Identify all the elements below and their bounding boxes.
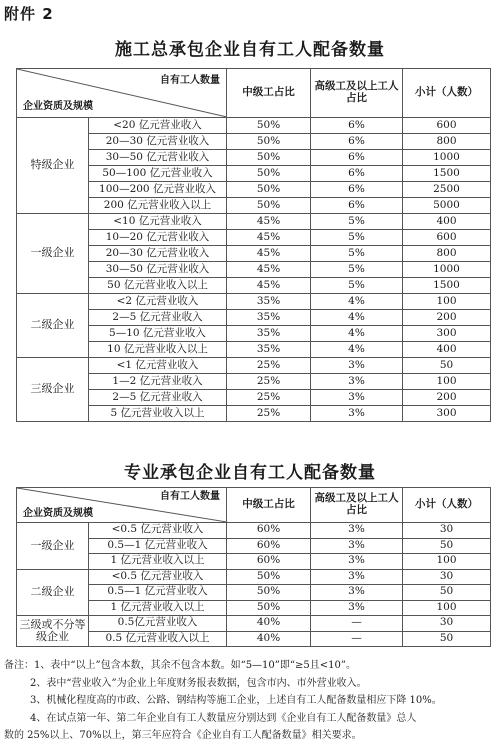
mid-ratio-cell: 25% [227,358,311,374]
scale-cell: <0.5 亿元营业收入 [89,523,227,539]
total-cell: 50 [403,538,491,554]
total-cell: 100 [403,554,491,570]
mid-ratio-cell: 60% [227,554,311,570]
mid-ratio-cell: 50% [227,585,311,601]
mid-ratio-cell: 35% [227,326,311,342]
column-header-total: 小计（人数） [403,69,491,118]
mid-ratio-cell: 50% [227,150,311,166]
mid-ratio-cell: 35% [227,310,311,326]
scale-cell: 1—2 亿元营业收入 [89,374,227,390]
table-row [17,182,491,198]
scale-cell: 5 亿元营业收入以上 [89,406,227,422]
total-cell: 800 [403,134,491,150]
note-line: 4、在试点第一年、第二年企业自有工人数量应分别达到《企业自有工人配备数量》总人 [30,712,417,724]
table1-title: 施工总承包企业自有工人配备数量 [115,40,385,60]
scale-cell: <20 亿元营业收入 [89,118,227,134]
mid-ratio-cell: 60% [227,538,311,554]
mid-ratio-cell: 40% [227,616,311,632]
table-row [17,214,491,230]
scale-cell: 10—20 亿元营业收入 [89,230,227,246]
diagonal-top-label: 自有工人数量 [160,75,220,86]
mid-ratio-cell: 50% [227,182,311,198]
scale-cell: <2 亿元营业收入 [89,294,227,310]
table-row [17,616,491,632]
total-cell: 400 [403,342,491,358]
senior-ratio-cell: 4% [311,342,403,358]
total-cell: 200 [403,310,491,326]
table-row [17,278,491,294]
senior-ratio-cell: 5% [311,278,403,294]
scale-cell: 0.5亿元营业收入 [89,616,227,632]
total-cell: 100 [403,294,491,310]
mid-ratio-cell: 35% [227,342,311,358]
table1 [16,68,491,422]
scale-cell: 20—30 亿元营业收入 [89,134,227,150]
table-row [17,390,491,406]
scale-cell: 0.5—1 亿元营业收入 [89,538,227,554]
table-row [17,134,491,150]
table-row [17,523,491,539]
table-row [17,406,491,422]
mid-ratio-cell: 45% [227,262,311,278]
senior-ratio-cell: 3% [311,538,403,554]
table-row [17,569,491,585]
mid-ratio-cell: 35% [227,294,311,310]
table-row [17,166,491,182]
senior-ratio-cell: 3% [311,390,403,406]
senior-ratio-cell: 5% [311,214,403,230]
attachment-label: 附件 2 [4,5,54,23]
senior-ratio-cell: — [311,631,403,647]
scale-cell: 5—10 亿元营业收入 [89,326,227,342]
column-header-senior: 高级工及以上工人占比 [311,488,403,523]
table-row [17,538,491,554]
table-row [17,326,491,342]
total-cell: 1500 [403,278,491,294]
group-label: 二级企业 [17,294,89,358]
note-line: 2、表中“营业收入”为企业上年度财务报表数据，包含市内、市外营业收入。 [30,677,367,689]
senior-ratio-cell: 6% [311,182,403,198]
senior-ratio-cell: 5% [311,262,403,278]
table2 [16,487,491,647]
total-cell: 2500 [403,182,491,198]
total-cell: 600 [403,118,491,134]
diagonal-top-label: 自有工人数量 [160,491,220,502]
senior-ratio-cell: — [311,616,403,632]
total-cell: 50 [403,585,491,601]
column-header-mid: 中级工占比 [227,69,311,118]
scale-cell: 200 亿元营业收入以上 [89,198,227,214]
table-row [17,262,491,278]
scale-cell: 30—50 亿元营业收入 [89,262,227,278]
note-line: 数的 25%以上、70%以上，第三年应符合《企业自有工人配备数量》相关要求。 [4,730,362,741]
table-row [17,118,491,134]
total-cell: 50 [403,631,491,647]
scale-cell: <10 亿元营业收入 [89,214,227,230]
table-row [17,246,491,262]
table-row [17,150,491,166]
scale-cell: 50—100 亿元营业收入 [89,166,227,182]
total-cell: 100 [403,600,491,616]
table-row [17,198,491,214]
diagonal-bottom-label: 企业资质及规模 [23,508,93,519]
senior-ratio-cell: 3% [311,585,403,601]
senior-ratio-cell: 5% [311,230,403,246]
mid-ratio-cell: 45% [227,230,311,246]
senior-ratio-cell: 4% [311,294,403,310]
table-row [17,585,491,601]
mid-ratio-cell: 50% [227,198,311,214]
column-header-total: 小计（人数） [403,488,491,523]
total-cell: 600 [403,230,491,246]
group-label: 三级企业 [17,358,89,422]
total-cell: 300 [403,326,491,342]
mid-ratio-cell: 25% [227,390,311,406]
total-cell: 1000 [403,262,491,278]
senior-ratio-cell: 6% [311,118,403,134]
senior-ratio-cell: 3% [311,569,403,585]
mid-ratio-cell: 60% [227,523,311,539]
diagonal-bottom-label: 企业资质及规模 [23,101,93,112]
table2-diagonal-header [17,488,227,523]
scale-cell: 2—5 亿元营业收入 [89,390,227,406]
group-label: 二级企业 [17,569,89,616]
notes [4,657,498,745]
scale-cell: 50 亿元营业收入以上 [89,278,227,294]
mid-ratio-cell: 50% [227,118,311,134]
senior-ratio-cell: 3% [311,554,403,570]
scale-cell: 2—5 亿元营业收入 [89,310,227,326]
senior-ratio-cell: 6% [311,134,403,150]
table-row [17,358,491,374]
mid-ratio-cell: 25% [227,374,311,390]
column-header-mid: 中级工占比 [227,488,311,523]
table-row [17,230,491,246]
senior-ratio-cell: 5% [311,246,403,262]
scale-cell: 0.5—1 亿元营业收入 [89,585,227,601]
senior-ratio-cell: 3% [311,406,403,422]
scale-cell: 1 亿元营业收入以上 [89,554,227,570]
scale-cell: <0.5 亿元营业收入 [89,569,227,585]
column-header-senior: 高级工及以上工人占比 [311,69,403,118]
total-cell: 1000 [403,150,491,166]
group-label: 一级企业 [17,214,89,294]
table2-header-row [17,488,491,523]
table-row [17,631,491,647]
total-cell: 5000 [403,198,491,214]
mid-ratio-cell: 50% [227,166,311,182]
total-cell: 50 [403,358,491,374]
scale-cell: 10 亿元营业收入以上 [89,342,227,358]
senior-ratio-cell: 4% [311,310,403,326]
mid-ratio-cell: 45% [227,246,311,262]
mid-ratio-cell: 45% [227,278,311,294]
mid-ratio-cell: 50% [227,134,311,150]
scale-cell: 30—50 亿元营业收入 [89,150,227,166]
total-cell: 800 [403,246,491,262]
note-line: 3、机械化程度高的市政、公路、钢结构等施工企业，上述自有工人配备数量相应下降 10%。 [30,695,442,706]
mid-ratio-cell: 25% [227,406,311,422]
mid-ratio-cell: 45% [227,214,311,230]
total-cell: 30 [403,616,491,632]
scale-cell: 20—30 亿元营业收入 [89,246,227,262]
mid-ratio-cell: 40% [227,631,311,647]
total-cell: 30 [403,569,491,585]
senior-ratio-cell: 3% [311,358,403,374]
total-cell: 200 [403,390,491,406]
senior-ratio-cell: 6% [311,198,403,214]
total-cell: 30 [403,523,491,539]
group-label: 一级企业 [17,523,89,570]
scale-cell: <1 亿元营业收入 [89,358,227,374]
mid-ratio-cell: 50% [227,569,311,585]
table-row [17,600,491,616]
senior-ratio-cell: 3% [311,600,403,616]
table-row [17,374,491,390]
table1-diagonal-header [17,69,227,118]
table1-header-row [17,69,491,118]
senior-ratio-cell: 6% [311,166,403,182]
group-label: 三级或不分等级企业 [17,616,89,647]
senior-ratio-cell: 3% [311,374,403,390]
total-cell: 1500 [403,166,491,182]
table2-title: 专业承包企业自有工人配备数量 [124,463,376,483]
table-row [17,310,491,326]
senior-ratio-cell: 6% [311,150,403,166]
total-cell: 100 [403,374,491,390]
table-row [17,554,491,570]
group-label: 特级企业 [17,118,89,214]
scale-cell: 1 亿元营业收入以上 [89,600,227,616]
scale-cell: 100—200 亿元营业收入 [89,182,227,198]
total-cell: 300 [403,406,491,422]
senior-ratio-cell: 4% [311,326,403,342]
note-line: 备注：1、表中“以上”包含本数，其余不包含本数。如“5—10”即“≥5且<10”。 [4,660,356,671]
senior-ratio-cell: 3% [311,523,403,539]
table-row [17,342,491,358]
table-row [17,294,491,310]
total-cell: 400 [403,214,491,230]
scale-cell: 0.5 亿元营业收入以上 [89,631,227,647]
mid-ratio-cell: 50% [227,600,311,616]
